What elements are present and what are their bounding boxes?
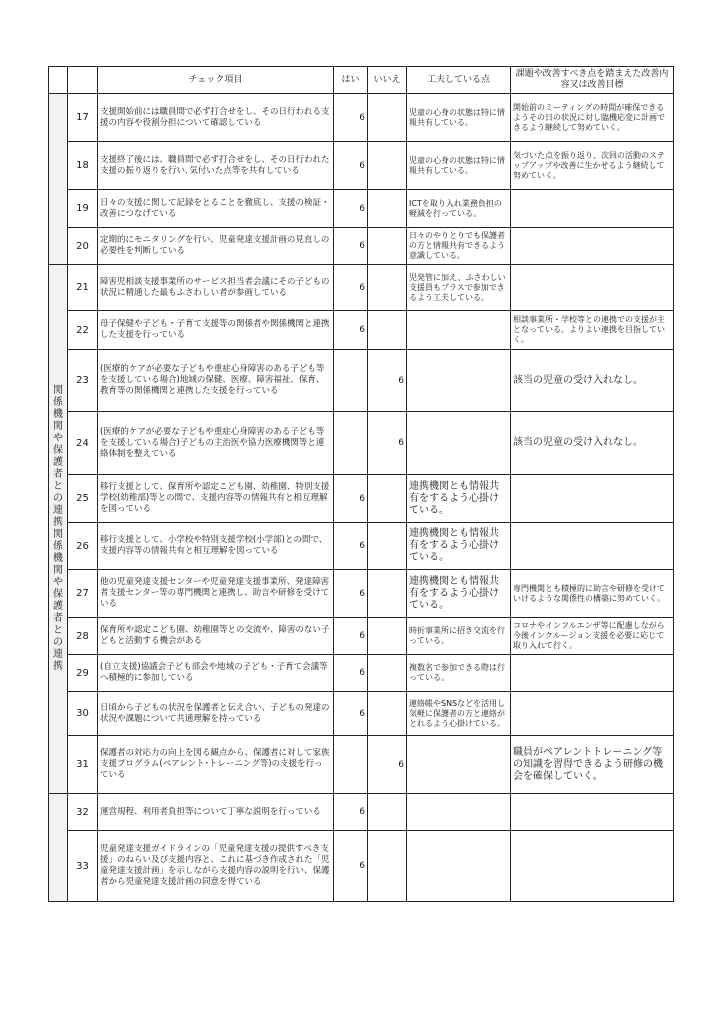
no-count <box>368 142 407 190</box>
improvement-text: 該当の児童の受け入れなし。 <box>511 412 674 475</box>
improvement-text <box>511 265 674 311</box>
header-improve: 課題や改善すべき点を踏まえた改善内容又は改善目標 <box>511 67 674 94</box>
header-row <box>49 67 674 94</box>
header-num-cell <box>68 67 98 94</box>
improvement-text <box>511 228 674 265</box>
improvement-text <box>511 794 674 831</box>
no-count: 6 <box>368 736 407 794</box>
table-row <box>49 142 674 190</box>
row-number: 30 <box>68 692 98 736</box>
yes-count: 6 <box>334 475 368 523</box>
table-row <box>49 655 674 692</box>
table-row <box>49 265 674 311</box>
row-number: 22 <box>68 311 98 350</box>
no-count <box>368 794 407 831</box>
check-item: (医療的ケアが必要な子どもや重症心身障害のある子ども等を支援している場合)地域の保健、医療、障害福祉、保育、教育等の関係機関と連携した支援を行っている <box>98 350 334 412</box>
table-row <box>49 618 674 655</box>
check-item: 日頃から子どもの状況を保護者と伝え合い、子どもの発達の状況や課題について共通理解を持っている <box>98 692 334 736</box>
no-count <box>368 692 407 736</box>
check-item: 障害児相談支援事業所のサービス担当者会議にその子どもの状況に精通した最もふさわしい者が参画している <box>98 265 334 311</box>
improvement-text: 相談事業所・学校等との連携での支援が主となっている。よりよい連携を目指していく。 <box>511 311 674 350</box>
yes-count: 6 <box>334 655 368 692</box>
check-item: 支援終了後には、職員間で必ず打合せをし、その日行われた支援の振り返りを行い､気付いた点等を共有している <box>98 142 334 190</box>
check-item: 日々の支援に関して記録をとることを徹底し、支援の検証・改善につなげている <box>98 190 334 228</box>
category-cell-empty <box>49 794 68 902</box>
table-row <box>49 794 674 831</box>
yes-count: 6 <box>334 190 368 228</box>
table-row <box>49 94 674 142</box>
table-row <box>49 190 674 228</box>
row-number: 20 <box>68 228 98 265</box>
table-row <box>49 350 674 412</box>
improvement-text <box>511 523 674 570</box>
improvement-text <box>511 475 674 523</box>
row-number: 18 <box>68 142 98 190</box>
check-item: 定期的にモニタリングを行い、児童発達支援計画の見直しの必要性を判断している <box>98 228 334 265</box>
improvement-text: 気づいた点を振り返り、次回の活動のステップアップや改善に生かせるよう継続して努めていく。 <box>511 142 674 190</box>
category-label: 関係機関や保護者との連携関係機関や保護者との連携 <box>53 385 63 672</box>
check-item: 運営規程、利用者負担等について丁寧な説明を行っている <box>98 794 334 831</box>
effort-text <box>407 831 511 902</box>
no-count <box>368 190 407 228</box>
row-number: 21 <box>68 265 98 311</box>
yes-count <box>334 350 368 412</box>
table-row <box>49 311 674 350</box>
no-count <box>368 618 407 655</box>
header-effort: 工夫している点 <box>407 67 511 94</box>
yes-count <box>334 736 368 794</box>
effort-text: 児発管に加え、ふさわしい支援員もプラスで参加できるよう工夫している。 <box>407 265 511 311</box>
yes-count: 6 <box>334 831 368 902</box>
header-cat-cell <box>49 67 68 94</box>
header-no: いいえ <box>368 67 407 94</box>
no-count <box>368 523 407 570</box>
yes-count: 6 <box>334 794 368 831</box>
effort-text: 時折事業所に招き交流を行っている。 <box>407 618 511 655</box>
no-count <box>368 475 407 523</box>
table-row <box>49 412 674 475</box>
effort-text: 連絡帳やSNSなどを活用し気軽に保護者の方と連絡がとれるよう心掛けている。 <box>407 692 511 736</box>
improvement-text: 該当の児童の受け入れなし。 <box>511 350 674 412</box>
yes-count: 6 <box>334 142 368 190</box>
check-item: 移行支援として、小学校や特別支援学校(小学部)との間で、支援内容等の情報共有と相互理解を図っている <box>98 523 334 570</box>
effort-text: 連携機関とも情報共有をするよう心掛けている。 <box>407 475 511 523</box>
table-row <box>49 831 674 902</box>
row-number: 31 <box>68 736 98 794</box>
effort-text: 児童の心身の状態は特に情報共有している。 <box>407 94 511 142</box>
table-row <box>49 736 674 794</box>
improvement-text <box>511 655 674 692</box>
check-item: 保護者の対応力の向上を図る観点から、保護者に対して家族支援プログラム(ペアレント･トレーニング等)の支援を行っている <box>98 736 334 794</box>
header-item: チェック項目 <box>98 67 334 94</box>
row-number: 24 <box>68 412 98 475</box>
no-count <box>368 311 407 350</box>
checklist-table <box>48 66 674 902</box>
table-row <box>49 228 674 265</box>
table-row <box>49 570 674 618</box>
effort-text: 日々のやりとりでも保護者の方と情報共有できるよう意識している。 <box>407 228 511 265</box>
row-number: 33 <box>68 831 98 902</box>
yes-count: 6 <box>334 311 368 350</box>
no-count <box>368 831 407 902</box>
check-item: (医療的ケアが必要な子どもや重症心身障害のある子ども等を支援している場合)子どもの主治医や協力医療機関等と連絡体制を整えている <box>98 412 334 475</box>
improvement-text: コロナやインフルエンザ等に配慮しながら今後インクルージョン支援を必要に応じて取り入れて行く。 <box>511 618 674 655</box>
effort-text <box>407 794 511 831</box>
effort-text: 連携機関とも情報共有をするよう心掛けている。 <box>407 570 511 618</box>
yes-count: 6 <box>334 618 368 655</box>
yes-count: 6 <box>334 265 368 311</box>
effort-text: ICTを取り入れ業務負担の軽減を行っている。 <box>407 190 511 228</box>
row-number: 29 <box>68 655 98 692</box>
yes-count: 6 <box>334 228 368 265</box>
check-item: 支援開始前には職員間で必ず打合せをし、その日行われる支援の内容や役割分担について確認している <box>98 94 334 142</box>
improvement-text <box>511 692 674 736</box>
check-item: 母子保健や子ども・子育て支援等の関係者や関係機関と連携した支援を行っている <box>98 311 334 350</box>
category-cell-empty <box>49 94 68 265</box>
no-count <box>368 265 407 311</box>
yes-count: 6 <box>334 570 368 618</box>
table-row <box>49 523 674 570</box>
row-number: 23 <box>68 350 98 412</box>
improvement-text: 開始前のミーティングの時間が確保できるようその日の状況に対し臨機応変に計画できるよう継続して努めていく。 <box>511 94 674 142</box>
category-cell <box>49 265 68 794</box>
improvement-text: 職員がペアレントトレーニング等の知識を習得できるよう研修の機会を確保していく。 <box>511 736 674 794</box>
no-count: 6 <box>368 350 407 412</box>
effort-text <box>407 736 511 794</box>
row-number: 28 <box>68 618 98 655</box>
row-number: 27 <box>68 570 98 618</box>
yes-count: 6 <box>334 523 368 570</box>
yes-count <box>334 412 368 475</box>
effort-text: 複数名で参加できる際は行っている。 <box>407 655 511 692</box>
yes-count: 6 <box>334 94 368 142</box>
no-count <box>368 94 407 142</box>
improvement-text <box>511 190 674 228</box>
check-item: 他の児童発達支援センターや児童発達支援事業所、発達障害者支援センター等の専門機関と連携し、助言や研修を受けている <box>98 570 334 618</box>
check-item: 児童発達支援ガイドラインの「児童発達支援の提供すべき支援」のねらい及び支援内容と、これに基づき作成された「児童発達支援計画」を示しながら支援内容の説明を行い、保護者から児童発達支援計画の同意を得ている <box>98 831 334 902</box>
table-row <box>49 692 674 736</box>
effort-text: 連携機関とも情報共有をするよう心掛けている。 <box>407 523 511 570</box>
effort-text <box>407 412 511 475</box>
table-row <box>49 475 674 523</box>
header-yes: はい <box>334 67 368 94</box>
row-number: 19 <box>68 190 98 228</box>
row-number: 25 <box>68 475 98 523</box>
check-item: 移行支援として、保育所や認定こども園、幼稚園、特別支援学校(幼稚部)等との間で、支援内容等の情報共有と相互理解を図っている <box>98 475 334 523</box>
row-number: 26 <box>68 523 98 570</box>
no-count <box>368 570 407 618</box>
effort-text <box>407 311 511 350</box>
improvement-text: 専門機関とも積極的に助言や研修を受けていけるような関係性の構築に努めていく。 <box>511 570 674 618</box>
yes-count: 6 <box>334 692 368 736</box>
row-number: 32 <box>68 794 98 831</box>
no-count <box>368 228 407 265</box>
no-count <box>368 655 407 692</box>
effort-text: 児童の心身の状態は特に情報共有している。 <box>407 142 511 190</box>
check-item: (自立支援)協議会子ども部会や地域の子ども・子育て会議等へ積極的に参加している <box>98 655 334 692</box>
row-number: 17 <box>68 94 98 142</box>
effort-text <box>407 350 511 412</box>
no-count: 6 <box>368 412 407 475</box>
improvement-text <box>511 831 674 902</box>
check-item: 保育所や認定こども園、幼稚園等との交流や、障害のない子どもと活動する機会がある <box>98 618 334 655</box>
